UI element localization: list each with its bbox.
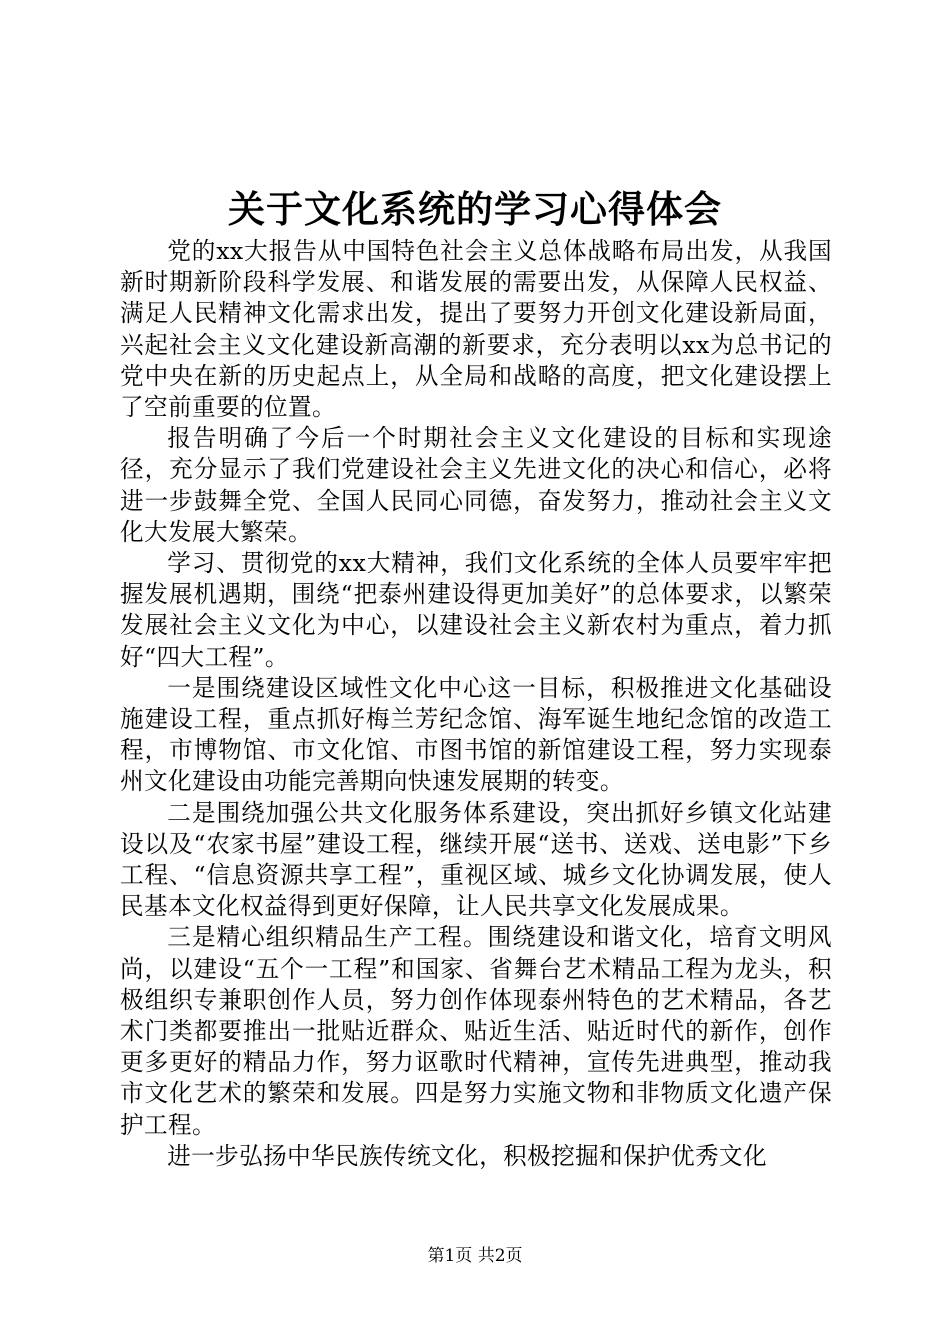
paragraph: 三是精心组织精品生产工程。围绕建设和谐文化，培育文明风尚，以建设“五个一工程”和国家、省舞台艺术精品工程为龙头，积极组织专兼职创作人员，努力创作体现泰州特色的艺术精品，各艺术门类都要推出一批贴近群众、贴近生活、贴近时代的新作，创作更多更好的精品力作，努力讴歌时代精神，宣传先进典型，推动我市文化艺术的繁荣和发展。四是努力实施文物和非物质文化遗产保护工程。 xyxy=(120,923,832,1139)
paragraph: 党的xx大报告从中国特色社会主义总体战略布局出发，从我国新时期新阶段科学发展、和谐发展的需要出发，从保障人民权益、满足人民精神文化需求出发，提出了要努力开创文化建设新局面，兴起社会主义文化建设新高潮的新要求，充分表明以xx为总书记的党中央在新的历史起点上，从全局和战略的高度，把文化建设摆上了空前重要的位置。 xyxy=(120,237,832,422)
page-number-footer: 第1页 共2页 xyxy=(427,1246,523,1266)
document-body xyxy=(120,236,832,1172)
paragraph: 二是围绕加强公共文化服务体系建设，突出抓好乡镇文化站建设以及“农家书屋”建设工程，继续开展“送书、送戏、送电影”下乡工程、“信息资源共享工程”，重视区域、城乡文化协调发展，使人民基本文化权益得到更好保障，让人民共享文化发展成果。 xyxy=(120,798,832,921)
paragraph: 报告明确了今后一个时期社会主义文化建设的目标和实现途径，充分显示了我们党建设社会主义先进文化的决心和信心，必将进一步鼓舞全党、全国人民同心同德，奋发努力，推动社会主义文化大发展大繁荣。 xyxy=(120,424,832,546)
paragraph: 一是围绕建设区域性文化中心这一目标，积极推进文化基础设施建设工程，重点抓好梅兰芳纪念馆、海军诞生地纪念馆的改造工程，市博物馆、市文化馆、市图书馆的新馆建设工程，努力实现泰州文化建设由功能完善期向快速发展期的转变。 xyxy=(120,673,832,796)
document-title: 关于文化系统的学习心得体会 xyxy=(228,187,722,231)
paragraph: 学习、贯彻党的xx大精神，我们文化系统的全体人员要牢牢把握发展机遇期，围绕“把泰州建设得更加美好”的总体要求，以繁荣发展社会主义文化为中心，以建设社会主义新农村为重点，着力抓好“四大工程”。 xyxy=(120,549,832,671)
paragraph: 进一步弘扬中华民族传统文化，积极挖掘和保护优秀文化 xyxy=(167,1141,768,1170)
